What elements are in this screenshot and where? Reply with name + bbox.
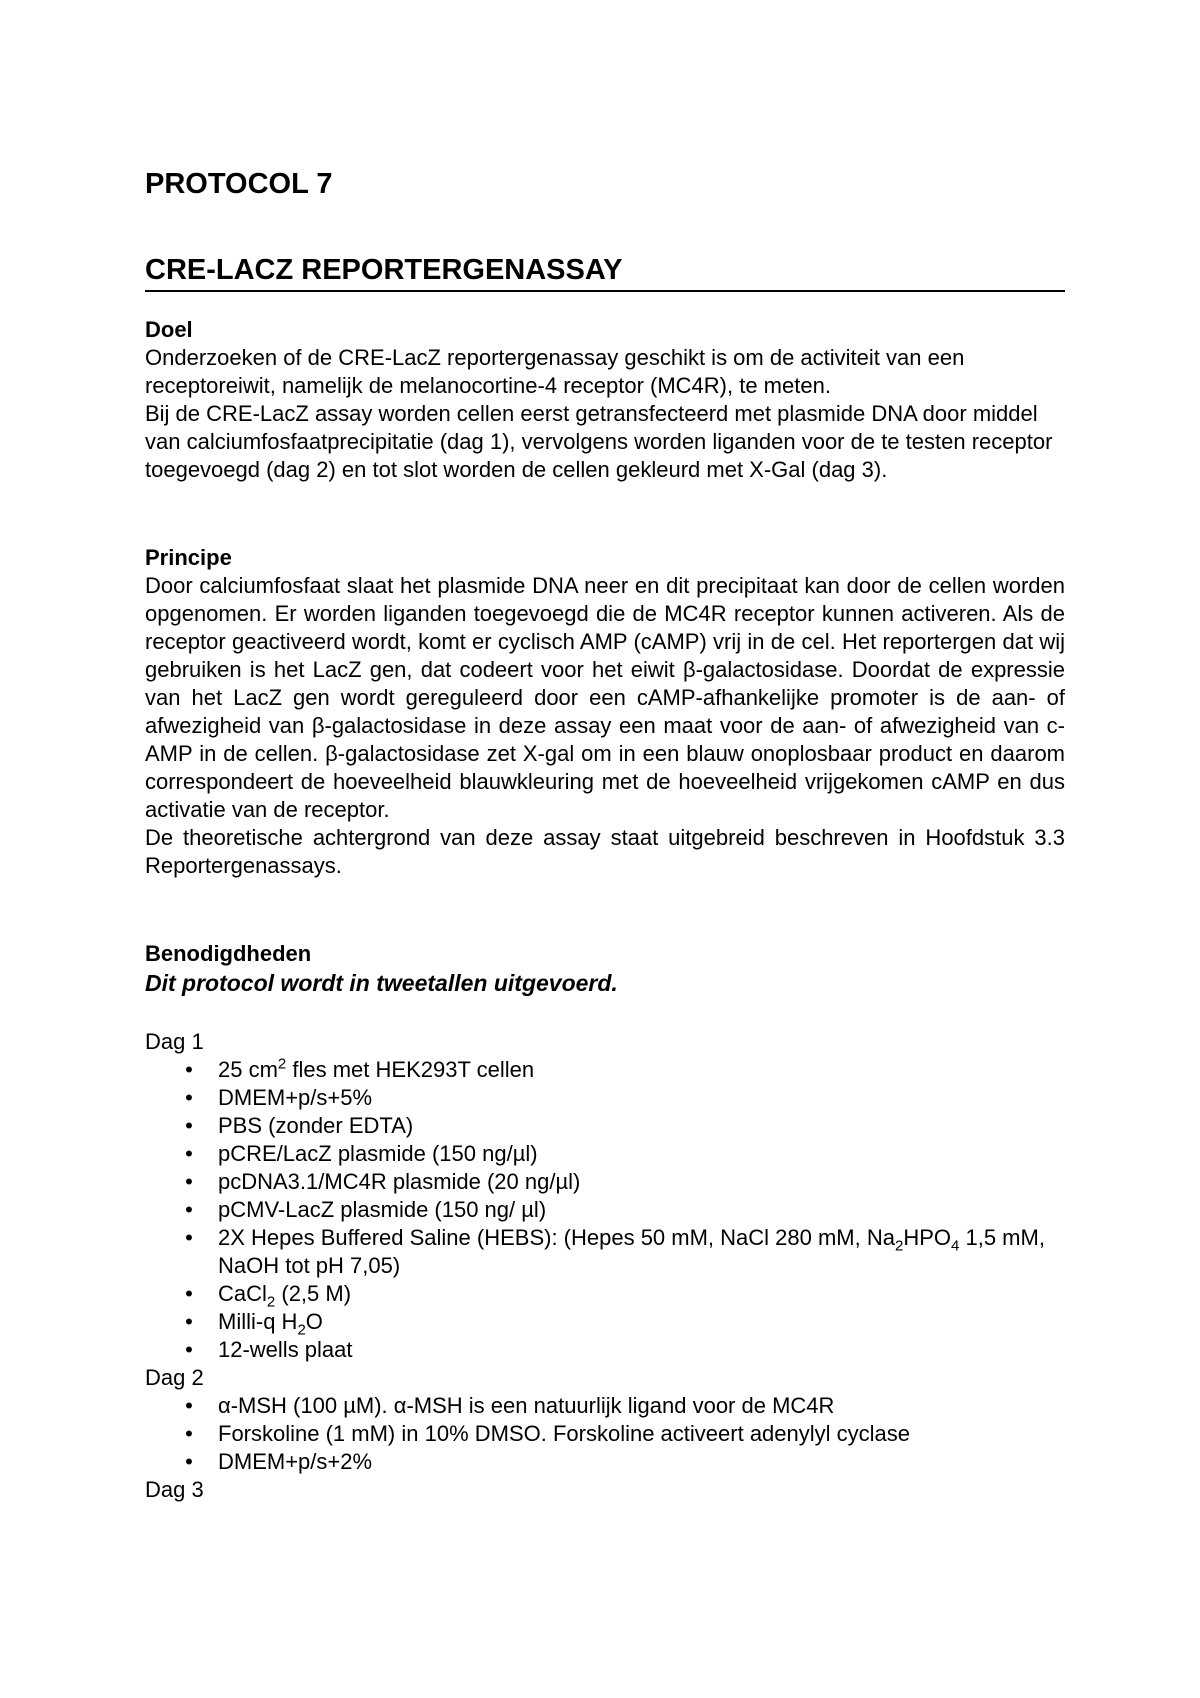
bullet-icon: • (185, 1057, 193, 1082)
bullet-icon: • (185, 1197, 193, 1222)
protocol-title: PROTOCOL 7 (145, 168, 333, 200)
doel-paragraph: Onderzoeken of de CRE-LacZ reportergenassay geschikt is om de activiteit van een receptoreiwit, namelijk de melanocortine-4 receptor (MC4R), te meten. (145, 345, 965, 398)
section-principe (145, 544, 1065, 880)
materials-list-item: • pCMV-LacZ plasmide (150 ng/ µl) (218, 1196, 1065, 1224)
principe-paragraph: De theoretische achtergrond van deze assay staat uitgebreid beschreven in Hoofdstuk 3.3 Reportergenassays. (145, 825, 1065, 878)
materials-list (145, 1392, 1065, 1476)
materials-list-item: • DMEM+p/s+5% (218, 1084, 1065, 1112)
bullet-icon: • (185, 1337, 193, 1362)
day-label: Dag 2 (145, 1365, 204, 1390)
bullet-icon: • (185, 1421, 193, 1446)
principe-paragraph: Door calciumfosfaat slaat het plasmide DNA neer en dit precipitaat kan door de cellen worden opgenomen. Er worden liganden toegevoegd die de MC4R receptor kunnen activeren. Als de receptor geactiveerd wordt, komt er cyclisch AMP (cAMP) vrij in de cel. Het reportergen dat wij gebruiken is het LacZ gen, dat codeert voor het eiwit β-galactosidase. Doordat de expressie van het LacZ gen wordt gereguleerd door een cAMP-afhankelijke promoter is de aan- of afwezigheid van β-galactosidase in deze assay een maat voor de aan- of afwezigheid van c-AMP in de cellen. β-galactosidase zet X-gal om in een blauw onoplosbaar product en daarom correspondeert de hoeveelheid blauwkleuring met de hoeveelheid vrijgekomen cAMP en dus activatie van de receptor. (145, 573, 1065, 822)
materials-list-item: • CaCl$_2$ (2,5 M) (218, 1280, 1065, 1308)
protocol-subtitle: CRE-LACZ REPORTERGENASSAY (145, 252, 1065, 292)
section-heading-principe: Principe (145, 545, 232, 570)
bullet-icon: • (185, 1393, 193, 1418)
section-heading-benodigdheden: Benodigdheden (145, 941, 312, 966)
bullet-icon: • (185, 1085, 193, 1110)
day-label: Dag 3 (145, 1477, 204, 1502)
section-heading-doel: Doel (145, 317, 193, 342)
bullet-icon: • (185, 1225, 193, 1250)
materials-list-item: • 2X Hepes Buffered Saline (HEBS): (Hepes 50 mM, NaCl 280 mM, $Na_2HPO_4$ 1,5 mM, NaOH tot pH 7,05) (218, 1224, 1065, 1280)
materials-list-item: • 25 $cm^2$ fles met HEK293T cellen (218, 1056, 1065, 1084)
day-label: Dag 1 (145, 1029, 204, 1054)
section-benodigdheden (145, 940, 1065, 1504)
materials-list-item: • Forskoline (1 mM) in 10% DMSO. Forskoline activeert adenylyl cyclase (218, 1420, 1065, 1448)
section-doel (145, 316, 1065, 484)
materials-list-item: • PBS (zonder EDTA) (218, 1112, 1065, 1140)
bullet-icon: • (185, 1309, 193, 1334)
bullet-icon: • (185, 1141, 193, 1166)
materials-list-item: • 12-wells plaat (218, 1336, 1065, 1364)
bullet-icon: • (185, 1449, 193, 1474)
doel-paragraph: Bij de CRE-LacZ assay worden cellen eerst getransfecteerd met plasmide DNA door middel van calciumfosfaatprecipitatie (dag 1), vervolgens worden liganden voor de te testen receptor toegevoegd (dag 2) en tot slot worden de cellen gekleurd met X-Gal (dag 3). (145, 401, 1053, 482)
materials-list-item: • α-MSH (100 µM). α-MSH is een natuurlijk ligand voor de MC4R (218, 1392, 1065, 1420)
bullet-icon: • (185, 1281, 193, 1306)
materials-list-item: • pcDNA3.1/MC4R plasmide (20 ng/µl) (218, 1168, 1065, 1196)
materials-list-item: • Milli-q $H_2O$ (218, 1308, 1065, 1336)
materials-list (145, 1056, 1065, 1364)
materials-list-item: • pCRE/LacZ plasmide (150 ng/µl) (218, 1140, 1065, 1168)
bullet-icon: • (185, 1113, 193, 1138)
bullet-icon: • (185, 1169, 193, 1194)
document-body (145, 166, 1065, 1504)
materials-list-item: • DMEM+p/s+2% (218, 1448, 1065, 1476)
protocol-note: Dit protocol wordt in tweetallen uitgevoerd. (145, 970, 618, 996)
